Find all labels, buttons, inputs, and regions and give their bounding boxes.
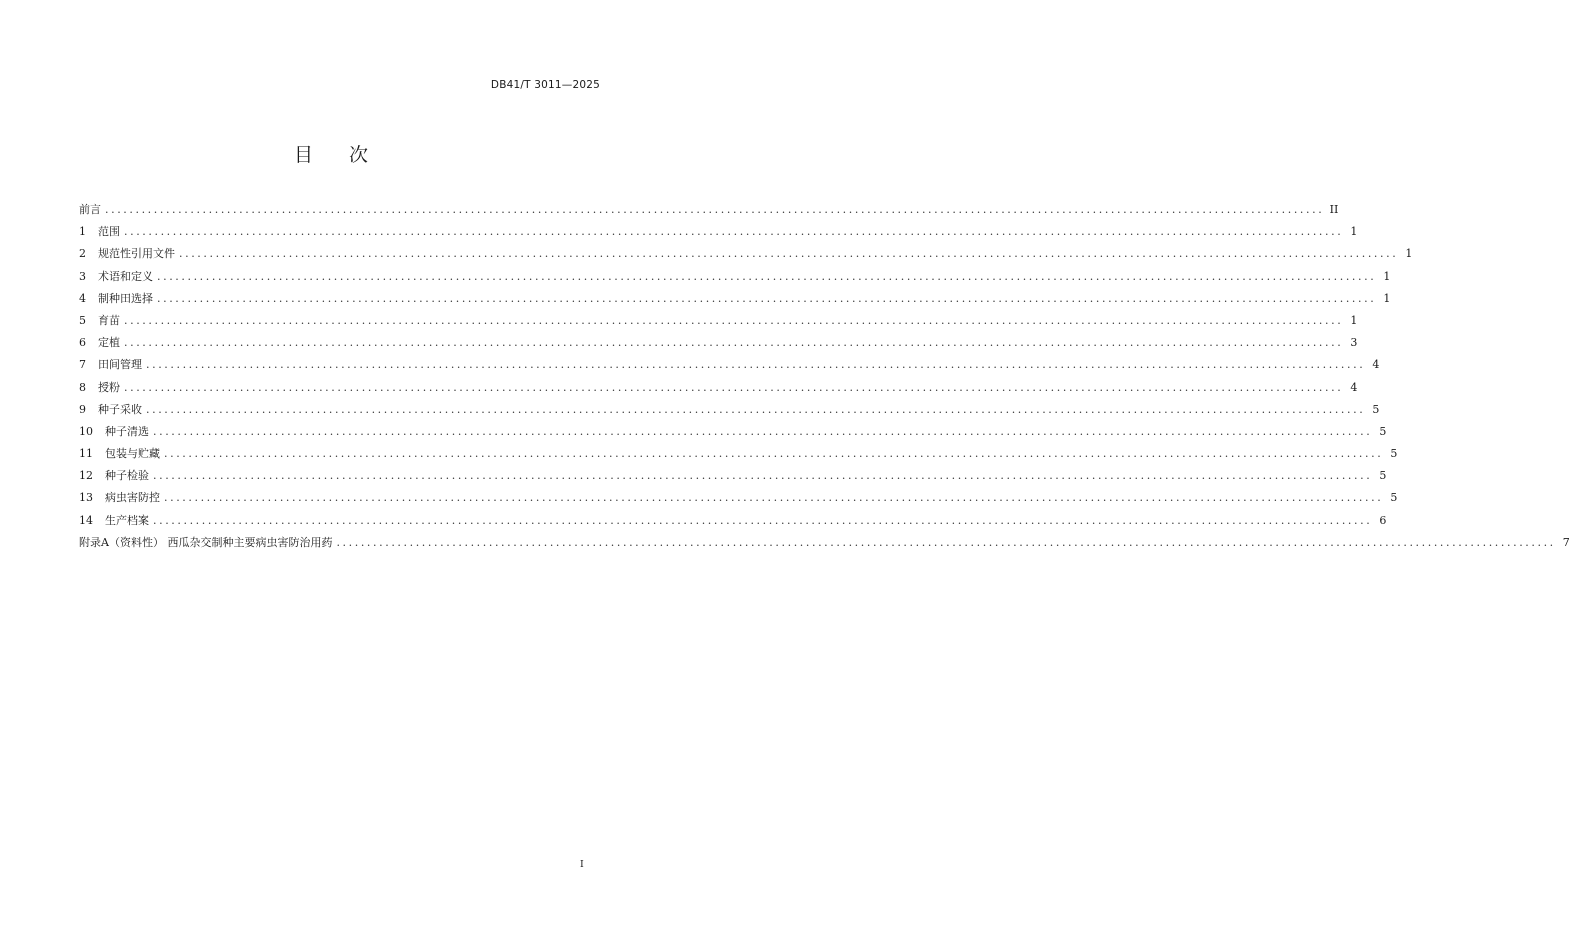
toc-leader-dots: ........................................................................................................................................................................................................ xyxy=(164,491,1384,505)
title-char-1: 目 xyxy=(293,144,313,166)
toc-leader-dots: ........................................................................................................................................................................................................ xyxy=(153,469,1373,483)
toc-entry-label: 定植 xyxy=(98,336,120,350)
toc-entry-page: 5 xyxy=(1372,402,1380,416)
toc-leader-dots: ........................................................................................................................................................................................................ xyxy=(124,380,1344,394)
toc-entry[interactable] xyxy=(79,532,1570,554)
toc-entry-label: 生产档案 xyxy=(105,513,149,527)
page-number: I xyxy=(580,859,584,870)
toc-entry-label: 附录A（资料性） 西瓜杂交制种主要病虫害防治用药 xyxy=(79,535,333,549)
toc-entry-number: 6 xyxy=(79,336,86,350)
toc-leader-dots: ........................................................................................................................................................................................................ xyxy=(105,203,1325,216)
toc-entry-number: 1 xyxy=(79,225,86,239)
toc-entry-page: 1 xyxy=(1383,291,1391,305)
toc-entry-page: 7 xyxy=(1562,535,1570,549)
toc-entry-page: 5 xyxy=(1379,424,1387,438)
toc-entry-number: 11 xyxy=(79,447,93,461)
toc-entry-number: 10 xyxy=(79,424,93,438)
toc-leader-dots: ........................................................................................................................................................................................................ xyxy=(124,225,1344,239)
toc-leader-dots: ........................................................................................................................................................................................................ xyxy=(153,513,1373,527)
title-char-2: 次 xyxy=(349,144,369,166)
toc-entry-label: 包装与贮藏 xyxy=(105,447,160,461)
toc-entry-label: 术语和定义 xyxy=(98,269,153,283)
toc-entry-number: 8 xyxy=(79,380,86,394)
toc-entry[interactable] xyxy=(79,399,1380,421)
toc-entry-page: 5 xyxy=(1379,469,1387,483)
toc-entry-page: 3 xyxy=(1350,336,1358,350)
toc-entry[interactable] xyxy=(79,377,1358,399)
toc-entry-number: 2 xyxy=(79,247,86,261)
toc-entry-number: 12 xyxy=(79,469,93,483)
toc-entry-number: 7 xyxy=(79,358,86,372)
page-title xyxy=(0,140,662,167)
toc-entry-page: II xyxy=(1329,203,1339,216)
toc-entry-label: 育苗 xyxy=(98,313,120,327)
toc-entry-number: 13 xyxy=(79,491,93,505)
toc-entry[interactable] xyxy=(79,421,1387,443)
toc-entry-page: 4 xyxy=(1350,380,1358,394)
table-of-contents xyxy=(79,199,1570,554)
toc-entry[interactable] xyxy=(79,266,1391,288)
toc-entry-label: 授粉 xyxy=(98,380,120,394)
toc-entry[interactable] xyxy=(79,199,1339,221)
toc-entry[interactable] xyxy=(79,354,1380,376)
toc-entry-label: 制种田选择 xyxy=(98,291,153,305)
toc-entry-page: 1 xyxy=(1383,269,1391,283)
toc-leader-dots: ........................................................................................................................................................................................................ xyxy=(146,402,1366,416)
toc-entry[interactable] xyxy=(79,288,1391,310)
toc-entry-label: 种子清选 xyxy=(105,424,149,438)
toc-entry-number: 4 xyxy=(79,291,86,305)
toc-entry-label: 种子采收 xyxy=(98,402,142,416)
toc-entry-page: 5 xyxy=(1390,447,1398,461)
toc-entry-page: 6 xyxy=(1379,513,1387,527)
toc-entry[interactable] xyxy=(79,487,1398,509)
toc-leader-dots: ........................................................................................................................................................................................................ xyxy=(124,336,1344,350)
toc-entry-label: 病虫害防控 xyxy=(105,491,160,505)
document-code: DB41/T 3011—2025 xyxy=(490,79,600,91)
toc-entry-label: 范围 xyxy=(98,225,120,239)
toc-leader-dots: ........................................................................................................................................................................................................ xyxy=(124,313,1344,327)
toc-entry[interactable] xyxy=(79,510,1387,532)
toc-leader-dots: ........................................................................................................................................................................................................ xyxy=(157,269,1377,283)
toc-entry[interactable] xyxy=(79,465,1387,487)
toc-leader-dots: ........................................................................................................................................................................................................ xyxy=(157,291,1377,305)
toc-entry-label: 前言 xyxy=(79,203,101,216)
toc-entry-label: 规范性引用文件 xyxy=(98,247,175,261)
toc-entry-page: 1 xyxy=(1405,247,1413,261)
toc-entry[interactable] xyxy=(79,310,1358,332)
toc-entry-number: 14 xyxy=(79,513,93,527)
toc-leader-dots: ........................................................................................................................................................................................................ xyxy=(336,535,1556,549)
toc-entry-page: 1 xyxy=(1350,313,1358,327)
toc-entry-number: 5 xyxy=(79,313,86,327)
toc-entry-number: 9 xyxy=(79,402,86,416)
toc-entry-page: 4 xyxy=(1372,358,1380,372)
toc-entry[interactable] xyxy=(79,221,1358,243)
toc-entry-label: 种子检验 xyxy=(105,469,149,483)
toc-entry[interactable] xyxy=(79,243,1413,265)
toc-entry[interactable] xyxy=(79,443,1398,465)
toc-entry[interactable] xyxy=(79,332,1358,354)
toc-entry-page: 1 xyxy=(1350,225,1358,239)
toc-leader-dots: ........................................................................................................................................................................................................ xyxy=(146,358,1366,372)
toc-entry-number: 3 xyxy=(79,269,86,283)
toc-leader-dots: ........................................................................................................................................................................................................ xyxy=(153,424,1373,438)
toc-entry-page: 5 xyxy=(1390,491,1398,505)
toc-leader-dots: ........................................................................................................................................................................................................ xyxy=(179,247,1399,261)
toc-entry-label: 田间管理 xyxy=(98,358,142,372)
toc-leader-dots: ........................................................................................................................................................................................................ xyxy=(164,447,1384,461)
